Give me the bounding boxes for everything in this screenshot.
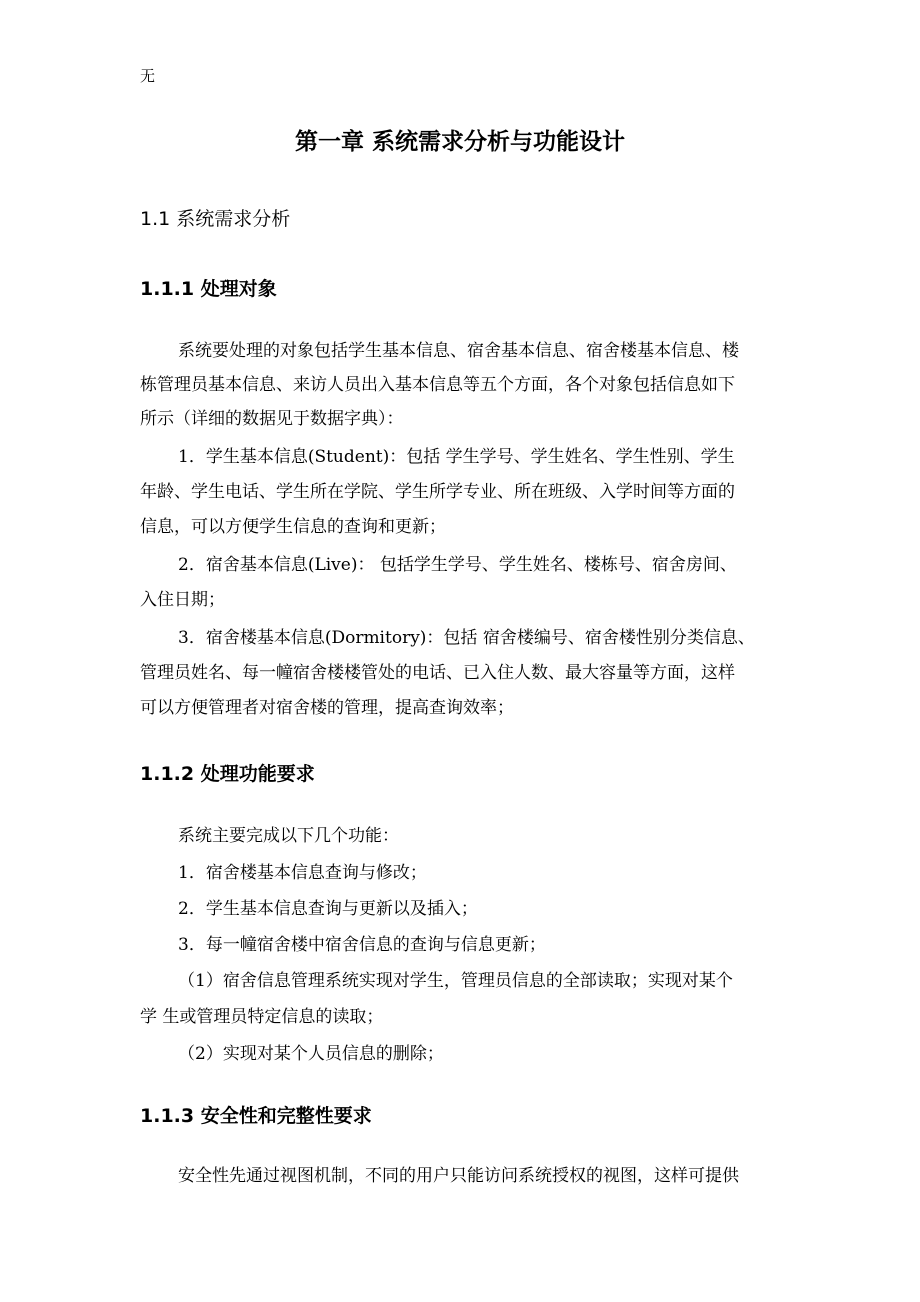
paragraph-line: 系统主要完成以下几个功能：: [178, 826, 399, 846]
list-item-line: 2．宿舍基本信息(Live)： 包括学生学号、学生姓名、楼栋号、宿舍房间、: [178, 555, 737, 575]
list-item-line: 3．每一幢宿舍楼中宿舍信息的查询与信息更新；: [178, 935, 546, 955]
paragraph-line: 栋管理员基本信息、来访人员出入基本信息等五个方面，各个对象包括信息如下: [140, 375, 735, 395]
list-item-line: 入住日期；: [140, 590, 225, 610]
paragraph-line: 安全性先通过视图机制，不同的用户只能访问系统授权的视图，这样可提供: [178, 1166, 739, 1186]
list-item-line: 1．学生基本信息(Student)：包括 学生学号、学生姓名、学生性别、学生: [178, 447, 735, 467]
list-item-line: 2．学生基本信息查询与更新以及插入；: [178, 899, 478, 919]
section-heading-1-1-2: 1.1.2 处理功能要求: [140, 763, 315, 785]
list-item-line: 年龄、学生电话、学生所在学院、学生所学专业、所在班级、入学时间等方面的: [140, 482, 735, 502]
header-mark: 无: [140, 67, 156, 85]
section-heading-1-1: 1.1 系统需求分析: [140, 208, 291, 230]
list-item-line: 可以方便管理者对宿舍楼的管理，提高查询效率；: [140, 698, 514, 718]
sub-list-item-line: （1）宿舍信息管理系统实现对学生，管理员信息的全部读取；实现对某个: [178, 971, 733, 991]
list-item-line: 管理员姓名、每一幢宿舍楼楼管处的电话、已入住人数、最大容量等方面，这样: [140, 663, 735, 683]
list-item-line: 信息，可以方便学生信息的查询和更新；: [140, 517, 446, 537]
paragraph-line: 系统要处理的对象包括学生基本信息、宿舍基本信息、宿舍楼基本信息、楼: [178, 341, 739, 361]
list-item-line: 3．宿舍楼基本信息(Dormitory)：包括 宿舍楼编号、宿舍楼性别分类信息、: [178, 628, 755, 648]
section-heading-1-1-3: 1.1.3 安全性和完整性要求: [140, 1105, 372, 1127]
section-heading-1-1-1: 1.1.1 处理对象: [140, 278, 277, 300]
sub-list-item-line: （2）实现对某个人员信息的删除；: [178, 1044, 444, 1064]
paragraph-line: 所示（详细的数据见于数据字典）：: [140, 409, 404, 429]
list-item-line: 1．宿舍楼基本信息查询与修改；: [178, 863, 427, 883]
sub-list-item-line: 学 生或管理员特定信息的读取；: [140, 1007, 384, 1027]
chapter-title: 第一章 系统需求分析与功能设计: [294, 129, 625, 155]
